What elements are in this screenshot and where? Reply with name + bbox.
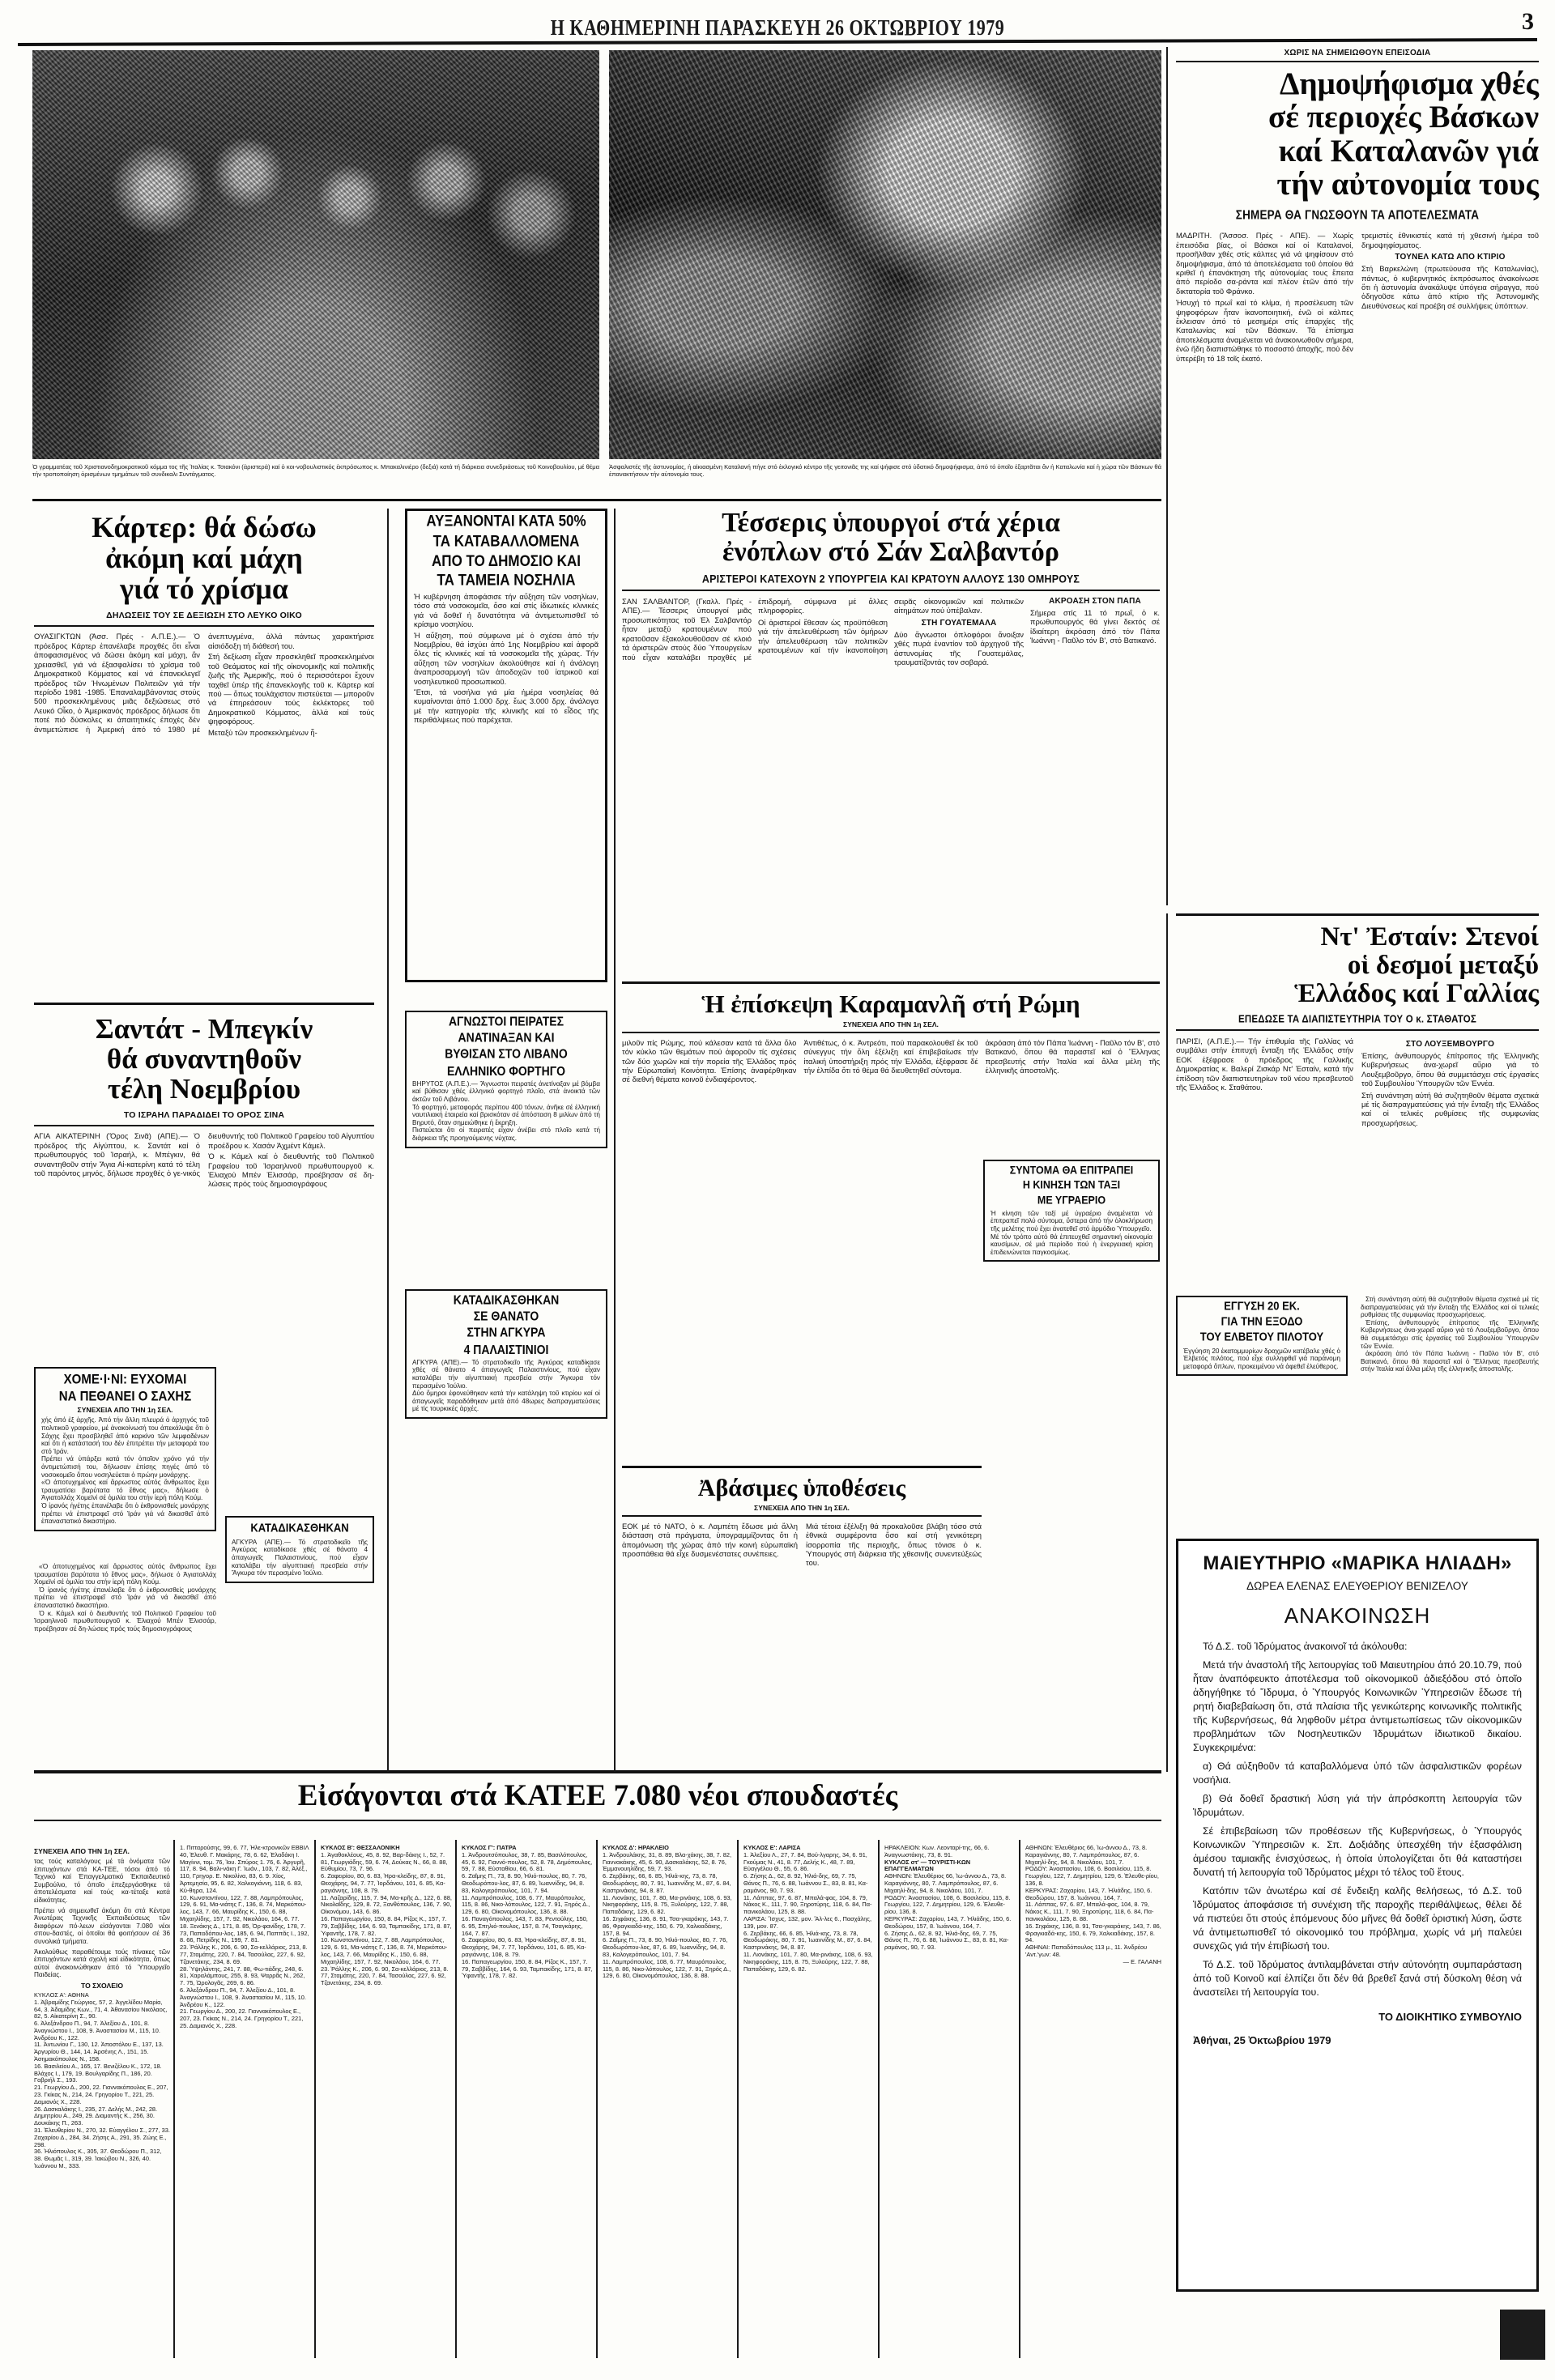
list-item: 10. Κωνσταντίνου, 122, 7. 88, Λαμπρόπουλος, 129, 6. 91, Μα-νιάτης Γ., 136, 8. 74, Μαρκόπου-λος, 143, 7. 66, Μαυρίδης Κ., 150, 6. 88, Μιχαηλίδης, 157, 7. 92, Νικολάου, 164, 6. 77.: [321, 1936, 448, 1965]
ankara-l1: ΚΑΤΑΔΙΚΑΣΘΗΚΑΝ: [453, 1292, 560, 1307]
khomeini-body-4: Ὁ ἰρανός ἡγέτης ἐπανέλαβε ὅτι ὁ ἐκθρονισθείς μονάρχης πρέπει νά ἐπιστραφεῖ στό Ἰράν γιά νά δικασθεῖ ἀπό ἐπαναστατικό δικαστήριο.: [41, 1501, 209, 1526]
list-item: 6. Ζαΐμης Π., 73, 8. 90, Ἠλιό-πουλος, 80, 7. 76, Θεοδωρόπου-λος, 87, 6. 89, Ἰωαννίδης, 94, 8. 83, Καλογερόπουλος, 101, 7. 94.: [462, 1872, 587, 1894]
sadat-l1: Σαντάτ - Μπεγκίν: [95, 1013, 313, 1045]
salvador-col2: Οἱ ἀριστεροί ἔθεσαν ὡς προϋπόθεση γιά τήν ἀπελευθέρωση τῶν ὁμήρων τήν ἀπελευθέρωση τῶν πολιτικῶν κρατουμένων καί τήν ἱκανοποίηση σειρᾶς οἰκονομικῶν καί πολιτικῶν αἰτημάτων πού ὑπέβαλαν.: [758, 597, 1024, 655]
ankara-l2: ΣΕ ΘΑΝΑΤΟ: [473, 1309, 539, 1324]
list-item: 23. Ῥάλλης Κ., 206, 6. 90, Σα-κελλάριος, 213, 8. 77, Σταμάτης, 220, 7. 84, Τασούλας, 227, 6. 92, Τζανετάκης, 234, 8. 69.: [321, 1965, 449, 1987]
lead-col2-subhead: ΤΟΥΝΕΛ ΚΑΤΩ ΑΠΟ ΚΤΙΡΙΟ: [1395, 253, 1506, 262]
den-tha-l1: ΚΑΤΑΔΙΚΑΣΘΗΚΑΝ: [250, 1520, 349, 1535]
divider-above-avasimes: [622, 1466, 982, 1468]
vrule-katee-2: [314, 1840, 316, 2358]
list-item: 11. Λαμπρόπουλος, 108, 6. 77, Μαυρόπουλος, 115, 8. 86, Νικο-λόπουλος, 122, 7. 91, Ξηρός Δ., 129, 6. 80, Οἰκονομόπουλος, 136, 8. 88.: [603, 1957, 731, 1980]
lead-story-referendum: [1176, 49, 1539, 363]
list-item: 1. Ἀγαθοκλέους, 45, 8. 92, Βαρ-δάκης Ι., 52, 7. 81, Γεωργιάδης, 59, 6. 74, Δούκας Ν., 66, 8. 88, Εὐθυμίου, 73, 7. 96.: [321, 1850, 448, 1873]
list-item: 31. Ἐλευθερίου Ν., 270, 32. Εὐαγγέλου Σ., 277, 33. Ζαχαρίου Δ., 284, 34. Ζήσης Α., 291, 35. Ζώης Ε., 298.: [34, 2127, 170, 2148]
salvador-rule: [622, 590, 1160, 591]
story-khomeini: [34, 1367, 216, 1531]
lead-headline-l2: σέ περιοχές Βάσκων: [1268, 100, 1539, 135]
destaing-kicker: ΕΠΕΔΩΣΕ ΤΑ ΔΙΑΠΙΣΤΕΥΤΗΡΙΑ ΤΟΥ Ο κ. ΣΤΑΘΑΤΟΣ: [1238, 1014, 1476, 1025]
story-ankara-death-sentence: [405, 1289, 607, 1419]
filler-p3: Ὁ κ. Κάμελ καί ὁ διευθυντής τοῦ Πολιτικοῦ Γραφείου τοῦ Ἰσραηλινοῦ πρωθυπουργοῦ κ. Ἐλιαχού Μπέν Ἐλισσάρ, προέβησαν σέ δη-λώσεις πρός τούς δημοσιογράφους: [34, 1609, 216, 1633]
list-item: 6. Ζερβάκης, 66, 6. 85, Ἠλιά-κης, 73, 8. 78, Θεοδωράκης, 80, 7. 91, Ἰωαννίδης Μ., 87, 6. 84, Καστρινάκης, 94, 8. 87.: [743, 1929, 872, 1952]
sadat-headline: [34, 1014, 374, 1104]
vrule-katee-7: [1019, 1840, 1020, 2358]
story-pilot-bail: [1176, 1296, 1348, 1376]
sadat-body-2: Ὁ κ. Κάμελ καί ὁ διευθυντής τοῦ Πολιτικοῦ Γραφείου τοῦ Ἰσραηλινοῦ πρωθυπουργοῦ κ. Ἐλιαχού Μπέν Ἐλισσάρ, προέβησαν σέ δη-λώσεις πρός τούς δημοσιογράφους: [208, 1152, 374, 1189]
carter-body-3: Μεταξύ τῶν προσκεκλημένων ἦ-: [208, 727, 317, 737]
vrule-katee-4: [596, 1840, 598, 2358]
katee-column-4: [462, 1845, 593, 2355]
salvador-col1: ΣΑΝ ΣΑΛΒΑΝΤΟΡ, (Γκαλλ. Πρές - ΑΠΕ).— Τέσσερις ὑπουργοί μιᾶς προσωπικότητας τοῦ Ἐλ Σαλβαντόρ ἦταν μεταξύ κρατουμένων πού κρατοῦσαν ἐξακολουθοῦσαν σέ κλοιό τά ἀριστερῶν στούς δύο Ὑπουργείων πού εἶχαν καταλάβει προχθές μέ ἐπιδρομή, σύμφωνα μέ ἄλλες πληροφορίες.: [622, 597, 888, 662]
caption-left: Ὁ γραμματέας τοῦ Χριστιανοδημοκρατικοῦ κόμμα τος τῆς Ἰταλίας κ. Τσιακόνι (ἀριστερά) καί ὁ κοι-νοβουλιστικός ἐκπρόσωπος κ. Μπακαλινιέρο (δεξιά) κατά τή διάρκεια συνεδριάσεως τοῦ Κοινοβουλίου, μέ θέμα τήν τροποποίηση ὁρισμένων τμημάτων τοῦ συνδικαλι Συντάγματος.: [32, 463, 599, 478]
vrule-katee-1: [173, 1840, 175, 2358]
story-carter: [34, 512, 374, 737]
list-item: 11. Λάππας, 97, 6. 87, Μπαλά-φας, 104, 8. 79, Νάκος Κ., 111, 7. 90, Ξηροτύρης, 118, 6. 84, Πα-πανικολάου, 125, 8. 88.: [743, 1893, 872, 1916]
lead-col2-p1: τρεμιστές ἐθνικιστές κατά τή χθεσινή ἡμέρα τοῦ δημοψηφίσματος.: [1361, 231, 1539, 249]
masthead-title: Η ΚΑΘΗΜΕΡΙΝΗ ΠΑΡΑΣΚΕΥΗ 26 ΟΚΤΩΒΡΙΟΥ 1979: [550, 14, 1005, 40]
salvador-l2: ἐνόπλων στό Σάν Σαλβαντόρ: [722, 537, 1059, 568]
lead-col1-p2: Ἡσυχή τό πρωΐ καί τό κλίμα, ἡ προσέλευση τῶν ψηφοφόρων ἦταν ἱκανοποιητική, ἐνῶ οἱ κάλπες ἔκλεισαν ἀπό τό μεσημέρι στίς ἐπαρχίες τῆς Καταλωνίας καί τῶν Βάσκων. Τά ἐπίσημα ἀποτελέσματα ἀναμένεται νά ἀνακοινωθοῦν σήμερα, ἐνῶ ἤδη διαπιστώθηκε τό ποσοστό ἀποχῆς, πού δέν ὑπερέβη τό 18 τοῖς ἑκατό.: [1176, 298, 1353, 363]
salvador-col3: Δύο ἄγνωστοι ὁπλοφόροι ἄνοιξαν χθές πυρά ἐναντίον τοῦ ἀρχηγοῦ τῆς ἀστυνομίας τῆς Γουατεμάλας, τραυματίζοντάς τον σοβαρά.: [894, 629, 1024, 667]
katee-rule: [34, 1820, 1161, 1821]
katee-intro-column: [34, 1845, 170, 2355]
katee-headline: Εἰσάγονται στά ΚΑΤΕΕ 7.080 νέοι σπουδαστές: [297, 1779, 898, 1812]
list-item: ΑΘΗΝΑΙ: Παπαδόπουλος 113 μ., 11. Ἀνδρέου 'Αντ.'γων: 48.: [1025, 1944, 1148, 1958]
list-item: ΚΕΡΚΥΡΑΣ: Ζαχαρίου, 143, 7. Ἡλιάδης, 150, 6. Θεοδώρου, 157, 8. Ἰωάννου, 164, 7.: [884, 1914, 1012, 1930]
carter-headline-l2: ἀκόμη καί μάχη: [105, 542, 303, 575]
list-item: 11. Ἀντωνίου Γ., 130, 12. Ἀποστόλου Ε., 137, 13. Ἀργυρίου Θ., 144, 14. Ἀρσένης Λ., 151, 15. Ἀσημακόπουλος Ν., 158.: [34, 2041, 164, 2063]
list-item: 6. Ζαφειρίου, 80, 6. 83, Ἡρα-κλείδης, 87, 8. 91, Θεοχάρης, 94, 7. 77, Ἰορδάνου, 101, 6. 85, Κα-ραγιάννης, 108, 8. 79.: [321, 1872, 445, 1894]
pirates-body-3: Πιστεύεται ὅτι οἱ πειρατές εἶχαν ἀνέβει στό πλοῖο κατά τή διάρκεια τῆς προηγούμενης νύχτας.: [412, 1126, 600, 1142]
divider-above-katee: [34, 1770, 1161, 1773]
destaing-headline: [1176, 923, 1539, 1008]
lead-headline: [1176, 67, 1539, 201]
pirates-l2: ΑΝΑΤΙΝΑΞΑΝ ΚΑΙ: [458, 1030, 555, 1045]
nosilia-l4: ΤΑ ΤΑΜΕΙΑ ΝΟΣΗΛΙΑ: [437, 571, 576, 590]
pilot-l3: ΤΟΥ ΕΛΒΕΤΟΥ ΠΙΛΟΤΟΥ: [1199, 1329, 1324, 1343]
ad-date: Ἀθήναι, 25 Ὀκτωβρίου 1979: [1193, 2034, 1331, 2046]
taxi-body-1: Ἡ κίνηση τῶν ταξί μέ ὑγραέριο ἀναμένεται νά ἐπιτραπεῖ πολύ σύντομα, ὕστερα ἀπό τήν ὁλοκλήρωση τῆς μελέτης πού ἔχει ἀνατεθεῖ στό ἁρμόδιο Ὑπουργεῖο.: [991, 1209, 1152, 1233]
taxi-headline: [991, 1163, 1152, 1207]
pirates-l1: ΑΓΝΩΣΤΟΙ ΠΕΙΡΑΤΕΣ: [448, 1013, 564, 1028]
salvador-col3-head: ΣΤΗ ΓΟΥΑΤΕΜΑΛΑ: [921, 618, 997, 628]
ankara-l4: 4 ΠΑΛΑΙΣΤΙΝΙΟΙ: [463, 1341, 549, 1356]
photo-grain: [609, 50, 1161, 459]
taxi-l3: ΜΕ ΥΓΡΑΕΡΙΟ: [1037, 1193, 1106, 1207]
divider-above-sadat: [34, 1003, 374, 1005]
list-item: 1. Ἀνδρουλάκης, 31, 8. 89, Βλα-χάκης, 38, 7. 82, Γιαννακάκης, 45, 6. 90, Δασκαλάκης, 52, 8. 76, Ἐμμανουηλίδης, 59, 7. 93.: [603, 1850, 732, 1873]
khomeini-l1: ΧΟΜΕ·Ι·ΝΙ: ΕΥΧΟΜΑΙ: [63, 1371, 187, 1387]
ad-p7: Τό Δ.Σ. τοῦ Ἱδρύματος ἀντιλαμβάνεται στήν αὐτονόητη συμπαράσταση ἀπό τοῦ Κοινοῦ καί ἐλπίζει ὅτι δέν θά βρεθεῖ ξανά στή δύσκολη θέση νά ἀναστείλει τή λειτουργία του.: [1193, 1959, 1522, 1998]
list-item: 36. Ἡλιόπουλος Κ., 305, 37. Θεοδώρου Π., 312, 38. Θωμᾶς Ι., 319, 39. Ἰακώβου Ν., 326, 40. Ἰωάννου Μ., 333.: [34, 2148, 162, 2170]
katee-intro-1: τας τούς καταλόγους μέ τά ὀνόματα τῶν ἐπιτυχόντων στά ΚΑ-ΤΕΕ, τόσοι ἀπό τό Τεχνικό καί Ἐπαγγελματικό Ἐκπαιδευτικό Συμβούλιο, τό ὁποῖο ἐπεξεργάσθηκε τά ἀποτελέσματα καί τούς κα-τέταξε κατά εἰδικότητες.: [34, 1858, 170, 1904]
photo-catalan-voter: [609, 50, 1161, 459]
avasimes-headline: Ἀβάσιμες ὑποθέσεις: [697, 1475, 906, 1501]
list-item: 16. Παναγόπουλος, 143, 7. 83, Ρεντούλης, 150, 6. 95, Σπηλιό-πουλος, 157, 8. 74, Τσαγκάρης, 164, 7. 87.: [462, 1914, 588, 1937]
right-filler-p1: Στή συνάντηση αὐτή θά συζητηθοῦν θέματα σχετικά μέ τίς διαπραγματεύσεις γιά τήν ἔνταξη τῆς Ἑλλάδος καί οἱ τελικές ρυθμίσεις τῆς συμφωνίας προσχωρήσεως.: [1361, 1296, 1539, 1319]
pirates-body-1: ΒΗΡΥΤΟΣ (Α.Π.Ε.).— Ἄγνωστοι πειρατές ἀνετίναξαν μέ βόμβα καί βύθισαν χθές ἑλληνικό φορτηγό πλοῖο, στά ἀνοικτά τῶν ἀκτῶν τοῦ Λιβάνου.: [412, 1079, 600, 1103]
ad-p2: Μετά τήν ἀναστολή τῆς λειτουργίας τοῦ Μαιευτηρίου ἀπό 20.10.79, πού ἦταν ἀναπόφευκτο ἀποτέλεσμα τοῦ οἰκονομικοῦ ἀδιεξόδου στό ὁποῖο ἀδηγήθηκε τό Ἵδρυμα, ὁ Ὑπουργός Κοινωνικῶν Ὑπηρεσιῶν ἔδωσε τή ρητή διαβεβαίωση ὅτι, στά πλαίσια τῆς γενικώτερης κοινωνικῆς πολιτικῆς τῆς Κυβερνήσεως, θά ληφθοῦν μέτρα ἀντιμετωπίσεως τῶν οἰκονομικῶν προβλημάτων τῶν Νοσηλευτικῶν Ἱδρυμάτων ἰδιωτικοῦ δικαίου. Συγκεκριμένα:: [1193, 1659, 1522, 1753]
vrule-right-lead: [1166, 47, 1168, 905]
ad-p4: β) Θά δοθεῖ δραστική λύση γιά τήν ἀπρόσκοπτη λειτουργία τῶν Ἱδρυμάτων.: [1193, 1793, 1522, 1818]
vrule-katee-3: [455, 1840, 457, 2358]
ad-p5: Σέ ἐπιβεβαίωση τῶν προθέσεων τῆς Κυβερνήσεως, ὁ Ὑπουργός Κοινωνικῶν Ὑπηρεσιῶν κ. Σπ. Δοξιάδης ὑπεσχέθη τήν ἐξασφάλιση ἀμέσου ταμιακῆς ἐνισχύσεως, ἡ ὁποία ὑπολογίζεται ὅτι θά καταστήσει δυνατή τή λειτουργία τοῦ Ἱδρύματος μέχρι τό τέλος τοῦ ἔτους.: [1193, 1825, 1522, 1878]
vrule-col-1: [387, 509, 389, 1772]
nosilia-headline: [414, 512, 599, 590]
list-item: 16. Παπαγεωργίου, 150, 8. 84, Ρίζος Κ., 157, 7. 79, Σαββίδης, 164, 6. 93, Ταμπακίδης, 171, 8. 87, Ὑφαντῆς, 178, 7. 82.: [462, 1957, 593, 1980]
story-karamanlis-rome: [622, 991, 1160, 1084]
divider-above-karamanlis: [622, 981, 1160, 984]
avasimes-continued: ΣΥΝΕΧΕΙΑ ΑΠΟ ΤΗΝ 1η ΣΕΛ.: [754, 1503, 850, 1512]
lead-col2-p2: Στή Βαρκελώνη (πρωτεύουσα τῆς Καταλωνίας), πάντως, ὁ κυβερνητικός ἐκπρόσωπος ἀνακοίνωσε ὅτι ἡ ἀστυνομία ἀνακάλυψε ὑπόγεια σήραγγα, πού ὁδηγοῦσε κάτω ἀπό κτίριο τῆς Ἀστυνομικῆς Διευθύνσεως καί προέβη σέ συλλήψεις ὑπόπτων.: [1361, 264, 1539, 310]
lead-rule: [1176, 61, 1539, 62]
ad-subtitle: ΔΩΡΕΑ ΕΛΕΝΑΣ ΕΛΕΥΘΕΡΙΟΥ ΒΕΝΙΖΕΛΟΥ: [1246, 1580, 1468, 1592]
vrule-col-2: [614, 509, 616, 1772]
lead-kicker: ΧΩΡΙΣ ΝΑ ΣΗΜΕΙΩΘΟΥΝ ΕΠΕΙΣΟΔΙΑ: [1284, 49, 1431, 57]
list-item: 16. Σηφάκης, 136, 8. 91, Τσα-γκαράκης, 143, 7. 86, Φραγκιαδά-κης, 150, 6. 79, Χαλκιαδάκης, 157, 8. 94.: [1025, 1922, 1161, 1944]
list-item: ΛΑΡΙΣΑ: Ἴσχυς, 132, μον. Ἄλ-λες 6., Πασχάλης, 139, μον. 87.: [743, 1914, 872, 1930]
taxi-l2: Η ΚΙΝΗΣΗ ΤΩΝ ΤΑΞΙ: [1022, 1178, 1121, 1192]
story-destaing: [1176, 923, 1539, 1127]
katee-column-5: [603, 1845, 734, 2355]
story-nosilia: [405, 509, 607, 982]
sadat-body-1: ΑΓΙΑ ΑΙΚΑΤΕΡΙΝΗ (Ὄρος Σινᾶ) (ΑΠΕ).— Ὁ πρόεδρος τῆς Αἰγύπτου, κ. Σαντάτ καί ὁ πρωθυπουργός τοῦ Ἰσραήλ, κ. Μπέγκιν, θά συναντηθοῦν στήν Ἅγια Αἰ-κατερίνη κατά τό τέλη τοῦ παρόντος μηνός, δήλωσε προχθές ὁ γε-νικός διευθυντής τοῦ Πολιτικοῦ Γραφείου τοῦ Αἰγυπτίου προέδρου κ. Χασάν Ἀχμέντ Κάμελ.: [34, 1131, 374, 1177]
list-item: 11. Λιονάκης, 101, 7. 80, Μα-ρινάκης, 108, 6. 93, Νικηφοράκης, 115, 8. 75, Ξυλούρης, 122, 7. 88, Παπαδάκης, 129, 6. 82.: [603, 1893, 732, 1916]
photo-italian-parliament: [32, 50, 599, 459]
katee-names-list: [34, 1992, 170, 2170]
lead-subhead: ΣΗΜΕΡΑ ΘΑ ΓΝΩΣΘΟΥΝ ΤΑ ΑΠΟΤΕΛΕΣΜΑΤΑ: [1235, 208, 1480, 223]
khomeini-body-1: χής ἀπό ἐξ ἀρχῆς. Ἀπό τήν ἄλλη πλευρά ὁ ἀρχηγός τοῦ πολιτικοῦ γραφείου, μέ ἀνακοίνωσή του ἀπεκάλυψε ὅτι ὁ Σάχης ἔχει προσβληθεῖ ἀπό καρκίνο τῶν λεμφαδένων καί ὅτι ἡ κατάστασή του δέν ἐπιτρέπει τήν μεταφορά του στό Ἰράν.: [41, 1416, 209, 1455]
avasimes-col2: Μιά τέτοια ἐξέλιξη θά προκαλοῦσε βλάβη τόσο στά ἐθνικά συμφέροντα ὅσο καί στή γενικότερη ἰσορροπία τῆς περιοχῆς, ὅπως τόνισε ὁ κ. Ὑπουργός στή διάρκεια τῆς χθεσινῆς συνεντεύξεώς του.: [806, 1521, 982, 1568]
right-filler-p3: ἀκρόαση ἀπό τόν Πάπα Ἰωάννη - Παῦλο τόν Β', στό Βατικανό, ὅπου θά παραστεῖ καί ὁ Ἕλληνας πρεσβευτής στήν Ἰταλία καί ἄλλα μέλη τῆς ἑλληνικῆς ἀποστολῆς.: [1361, 1350, 1539, 1373]
ad-p3: α) Θά αὐξηθοῦν τά καταβαλλόμενα ὑπό τῶν ἀσφαλιστικῶν φορέων νοσήλια.: [1193, 1761, 1522, 1786]
salvador-col4-head: ΑΚΡΟΑΣΗ ΣΤΟΝ ΠΑΠΑ: [1049, 597, 1141, 607]
pirates-body-2: Τό φορτηγό, μεταφοράς περίπου 400 τόνων, ἀνῆκε σέ ἑλληνική ναυτιλιακή ἑταιρεία καί βρισκόταν σέ ἀπόσταση 8 μιλίων ἀπό τή Βηρυτό, ὅταν σημειώθηκε ἡ ἔκρηξη.: [412, 1103, 600, 1126]
carter-body-2: Στή δεξίωση εἶχαν προσκληθεῖ προσκεκλημένοι τοῦ Θεάματος καί τῆς οἰκονομικῆς καί πολιτικῆς ζωῆς τῆς Ἀμερικῆς, πού ὁ περισσότεροι ἔχουν ταχθεῖ ὑπέρ τῆς ἐπανεκλογῆς τοῦ κ. Κάρτερ καί πού — ὅπως τουλάχιστον πιστεύεται — μποροῦν νά ἐπηρεάσουν τούς ἐκλέκτορες τοῦ Δημοκρατικοῦ Κόμματος, ἀλλά καί τούς ψηφοφόρους.: [208, 652, 374, 726]
list-item: 6. Ἀλεξάνδρου Π., 94, 7. Ἀλεξίου Δ., 101, 8. Ἀναγνώστου Ι., 108, 9. Ἀναστασίου Μ., 115, 10. Ἀνδρέου Κ., 122.: [180, 1986, 306, 2008]
print-artifact: [1500, 2310, 1545, 2360]
nosilia-body-2: Ἡ αὔξηση, πού σύμφωνα μέ ὁ σχέσει ἀπό τήν Νοεμβρίου, θά ἰσχύει ἀπό 1ης Νοεμβρίου καί ἀφορᾶ ὅλες τίς κλινικές καί τά νοσοκομεῖα τῆς χώρας. Τήν αὔξηση τῶν νοσηλίων ἀκολούθησε καί ἡ ἀνάλογη ἀναπροσαρμογή τῶν ἀποδοχῶν τοῦ ἰατρικοῦ καί νοσηλευτικοῦ προσωπικοῦ.: [414, 630, 599, 686]
divider-above-destaing: [1176, 913, 1539, 916]
destaing-l1: Ντ' Ἐσταίν: Στενοί: [1320, 922, 1539, 952]
story-katee: [34, 1780, 1161, 1826]
list-item: ΚΥΚΛΟΣ Α': ΑΘΗΝΑ: [34, 1990, 89, 1999]
carter-headline-l3: γιά τό χρίσμα: [120, 573, 288, 606]
story-san-salvador: [622, 509, 1160, 667]
karamanlis-col2: Ἀντιθέτως, ὁ κ. Ἀντρεότι, πού παρακολουθεῖ ἐκ τοῦ σύνεγγυς τήν ὅλη ἐξέλιξη καί ἐπιβεβαίωσε τήν ἰταλική ὑποστήριξη πρός τήν Ἑλλάδα, ἐξέφρασε δέ τήν ἐλπίδα ὅτι τό θέμα θά διευθετηθεῖ σύντομα.: [803, 1037, 978, 1075]
avasimes-col1: ΕΟΚ μέ τό ΝΑΤΟ, ὁ κ. Λαμπέτη ἔδωσε μιά ἄλλη διάσταση στά πράγματα, ὑπογραμμίζοντας ὅτι ἡ ἀπομόνωση τῆς χώρας ἀπό τήν κοινή εὐρωπαϊκή προσπάθεια θά εἶχε δυσμενέστατες συνέπειες.: [622, 1521, 798, 1559]
destaing-l3: Ἑλλάδος καί Γαλλίας: [1294, 978, 1539, 1008]
khomeini-l2: ΝΑ ΠΕΘΑΝΕΙ Ο ΣΑΧΗΣ: [58, 1389, 192, 1405]
list-item: ΚΥΚΛΟΣ Γ': ΠΑΤΡΑ: [462, 1845, 517, 1851]
katee-column-3: [321, 1845, 452, 2355]
list-item: 21. Γεωργίου Δ., 200, 22. Γιαννακόπουλος Ε., 207, 23. Γκίκας Ν., 214, 24. Γρηγορίου Τ., 221, 25. Δαμιανός Χ., 228.: [34, 2084, 168, 2105]
ankara-l3: ΣΤΗΝ ΑΓΚΥΡΑ: [466, 1325, 546, 1340]
khomeini-body-2: Πρέπει νά ὑπάρξει κατά τόν ὁποῖον χρόνο γιά τήν ἀντιμετώπισή του, δήλωσαν ἐπίσης πηγές ἀπό τό νοσοκομεῖο ὅπου νοσηλεύεται ὁ πρώην μονάρχης.: [41, 1455, 209, 1479]
karamanlis-col3: ἀκρόαση ἀπό τόν Πάπα Ἰωάννη - Παῦλο τόν Β', στό Βατικανό, ὅπου θά παραστεῖ καί ὁ Ἕλληνας πρεσβευτής στήν Ἰταλία καί ἄλλα μέλη τῆς ἑλληνικῆς ἀποστολῆς.: [985, 1037, 1160, 1075]
story-taxi-lpg: [983, 1160, 1160, 1262]
pilot-body: Ἐγγύηση 20 ἑκατομμυρίων δραχμῶν κατέβαλε χθές ὁ Ἐλβετός πιλότος, πού εἶχε συλληφθεῖ γιά παράνομη μεταφορά ὅπλων, προκειμένου νά ἀφεθεῖ ἐλεύθερος.: [1183, 1347, 1341, 1370]
vrule-katee-5: [737, 1840, 739, 2358]
list-item: 6. Ζήσης Δ., 62, 8. 92, Ἠλιά-δης, 69, 7. 75, Θάνος Π., 76, 6. 88, Ἰωάννου Σ., 83, 8. 81, Κα-ραμάνος, 90, 7. 93.: [884, 1929, 1009, 1952]
right-column-filler: [1361, 1296, 1539, 1514]
right-filler-p2: Ἐπίσης, ἀνθυπουργός ἐπίτροπος τῆς Ἑλληνικῆς Κυβερνήσεως ἀνα-χωρεῖ αὔριο γιά τό Λουξεμβοῦργο, ὅπου θά συμμετάσχει στίς ἐργασίες τοῦ Συμβουλίου Ὑπουργῶν τῶν Ἐννέα.: [1361, 1318, 1539, 1350]
pilot-l2: ΓΙΑ ΤΗΝ ΕΞΟΔΟ: [1221, 1313, 1303, 1328]
katee-intro-2: Πρέπει νά σημειωθεῖ ἀκόμη ὅτι στά Κέντρα Ἀνωτέρας Τεχνικῆς Ἐκπαιδεύσεως τῶν διαφόρων πό-λεων εἰσάγονται 7.080 νέοι σπου-δαστές, οἱ ὁποῖοι θά φοιτήσουν σέ 36 συνολικά τμήματα.: [34, 1906, 170, 1945]
story-sadat-begin: [34, 1014, 374, 1189]
list-item: ΑΘΗΝΩΝ: Ἐλευθέριος 66, Ἰω-άννου Δ., 73, 8. Καραγιάννης, 80, 7. Λαμπρόπουλος, 87, 6. Μιχαηλί-δης, 94, 8. Νικολάου, 101, 7.: [1025, 1845, 1148, 1866]
list-item: 1. Πιτταρούσης, 99, 6. 77, Ἡλε-κτρονικῶν ΕΒΒΙΛ 40, Ἐλευθ. Γ. Μακάρης, 78, 6. 62, Ἐλαδάκη Ι. Μαγίννι, τομ. 76, Ἰου. Σπύρος 1. 76, 6. Ἀργυρῆ, 117, 8. 94, Βαλι-νάκη Γ. Ἰωάν., 103, 7. 82, Ἀλέξ., 110, Γρηγορ. Ε. Νικολίνα, 83, 6. 9. Χίος, Ἀρτεμησία, 95, 6. 82, Χαλκογιάννη, 118, 6. 83, Κύ-θηρα, 124.: [180, 1845, 309, 1894]
salvador-kicker: ΑΡΙΣΤΕΡΟΙ ΚΑΤΕΧΟΥΝ 2 ΥΠΟΥΡΓΕΙΑ ΚΑΙ ΚΡΑΤΟΥΝ ΑΛΛΟΥΣ 130 ΟΜΗΡΟΥΣ: [701, 573, 1080, 585]
ankara-body-1: ΑΓΚΥΡΑ (ΑΠΕ).— Τό στρατοδικεῖο τῆς Ἀγκύρας καταδίκασε χθές σέ θάνατο 4 ἀπαγωγεῖς Παλαιστινίους, πού εἶχαν καταλάβει τήν αἰγυπτιακή πρεσβεία στήν Ἄγκυρα τόν περασμένο Ἰούλιο.: [412, 1358, 600, 1390]
sadat-kicker: ΤΟ ΙΣΡΑΗΛ ΠΑΡΑΔΙΔΕΙ ΤΟ ΟΡΟΣ ΣΙΝΑ: [123, 1110, 285, 1121]
list-item: 11. Λαμπρόπουλος, 108, 6. 77, Μαυρόπουλος, 115, 8. 86, Νικο-λόπουλος, 122, 7. 91, Ξηρός Δ., 129, 6. 80, Οἰκονομόπουλος, 136, 8. 88.: [462, 1893, 590, 1916]
advert-marika-iliadi: [1176, 1539, 1539, 2292]
list-item: 23. Ῥάλλης Κ., 206, 6. 90, Σα-κελλάριος, 213, 8. 77, Σταμάτης, 220, 7. 84, Τασούλας, 227, 6. 92, Τζανετάκης, 234, 8. 69.: [180, 1944, 308, 1965]
list-item: 6. Ἀλεξάνδρου Π., 94, 7. Ἀλεξίου Δ., 101, 8. Ἀναγνώστου Ι., 108, 9. Ἀναστασίου Μ., 115, 10. Ἀνδρέου Κ., 122.: [34, 2020, 160, 2042]
list-item: 1. Ἀβραμίδης Γεώργιος, 57, 2. Ἀγγελίδου Μαρία, 64, 3. Ἀδαμίδης Κων., 71, 4. Ἀθανασίου Νικόλαος, 82, 5. Αἰκατερίνη Σ., 90.: [34, 1998, 168, 2020]
list-item: ΚΕΡΚΥΡΑΣ: Ζαχαρίου, 143, 7. Ἡλιάδης, 150, 6. Θεοδώρου, 157, 8. Ἰωάννου, 164, 7.: [1025, 1886, 1152, 1901]
katee-column-2: [180, 1845, 311, 2355]
story-pirates: [405, 1011, 607, 1148]
lead-col1-p1: ΜΑΔΡΙΤΗ. (Ἄσσοσ. Πρές - ΑΠΕ). — Χωρίς ἐπεισόδια βίας, οἱ Βάσκοι καί οἱ Καταλανοί, προσῆλθαν χθές στίς κάλπες γιά νά ψηφίσουν στό δημοψήφισμα, ἀπό τά ἀποτελέσματα τοῦ ὁποίου θά κριθεῖ ἡ ἐπανάκτηση τῆς αὐτονομίας τους ἔπειτα ἀπό περίοδο σα-ράντα καί πλέον ἐτῶν ἀπό τήν δικτατορία τοῦ Φράνκο.: [1176, 231, 1353, 296]
ankara-body-2: Δύο ὅμηροι ἐφονεύθηκαν κατά τήν κατάληψη τοῦ κτιρίου καί οἱ ἀπαγωγεῖς παραδόθηκαν μετά ἀπό 48ωρες διαπραγματεύσεις μέ τίς τουρκικές ἀρχές.: [412, 1390, 600, 1413]
destaing-col2: Ἐπίσης, ἀνθυπουργός ἐπίτροπος τῆς Ἑλληνικῆς Κυβερνήσεως ἀνα-χωρεῖ αὔριο γιά τό Λουξεμβοῦργο, ὅπου θά συμμετάσχει στίς ἐργασίες τοῦ Συμβουλίου Ὑπουργῶν τῶν Ἐννέα.: [1361, 1050, 1539, 1088]
lead-headline-l1: Δημοψήφισμα χθές: [1280, 66, 1539, 101]
pirates-l3: ΒΥΘΙΣΑΝ ΣΤΟ ΛΙΒΑΝΟ: [445, 1046, 568, 1062]
karamanlis-continued: ΣΥΝΕΧΕΙΑ ΑΠΟ ΤΗΝ 1η ΣΕΛ.: [843, 1020, 939, 1028]
pirates-headline: [412, 1013, 600, 1079]
pirates-l4: ΕΛΛΗΝΙΚΟ ΦΟΡΤΗΓΟ: [446, 1062, 566, 1078]
destaing-col2b: Στή συνάντηση αὐτή θά συζητηθοῦν θέματα σχετικά μέ τίς διαπραγματεύσεις γιά τήν ἔνταξη τῆς Ἑλλάδος καί οἱ τελικές ρυθμίσεις τῆς συμφωνίας προσχωρήσεως.: [1361, 1090, 1539, 1127]
nosilia-l2: ΤΑ ΚΑΤΑΒΑΛΛΟΜΕΝΑ: [432, 532, 580, 550]
list-item: 6. Ζήσης Δ., 62, 8. 92, Ἠλιά-δης, 69, 7. 75, Θάνος Π., 76, 6. 88, Ἰωάννου Σ., 83, 8. 81, Κα-ραμάνος, 90, 7. 93.: [743, 1872, 868, 1894]
list-item: 11. Λιονάκης, 101, 7. 80, Μα-ρινάκης, 108, 6. 93, Νικηφοράκης, 115, 8. 75, Ξυλούρης, 122, 7. 88, Παπαδάκης, 129, 6. 82.: [743, 1950, 873, 1973]
list-item: 28. Ὑψηλάντης, 241, 7. 88, Φω-τιάδης, 248, 6. 81, Χαραλάμπους, 255, 8. 93, Ψαρρᾶς Ν., 262, 7. 75, Ὠρολογᾶς, 269, 6. 86.: [180, 1965, 305, 1987]
list-item: 18. Ξενάκης Δ., 171, 8. 85, Ὀρ-φανίδης, 178, 7. 73, Παπαδόπου-λος, 185, 6. 94, Παππᾶς Ι., 192, 8. 66, Πετρίδης Ν., 199, 7. 81.: [180, 1922, 309, 1944]
list-item: 11. Λαζαρίδης, 115, 7. 94, Μα-κρῆς Δ., 122, 6. 88, Νικολαΐδης, 129, 8. 72, Ξανθόπουλος, 136, 7. 90, Οἰκονόμου, 143, 6. 86.: [321, 1893, 452, 1916]
carter-kicker: ΔΗΛΩΣΕΙΣ ΤΟΥ ΣΕ ΔΕΞΙΩΣΗ ΣΤΟ ΛΕΥΚΟ ΟΙΚΟ: [106, 611, 302, 621]
list-item: ΚΥΚΛΟΣ Δ': ΗΡΑΚΛΕΙΟ: [603, 1845, 669, 1851]
salvador-l1: Τέσσερις ὑπουργοί στά χέρια: [722, 508, 1060, 538]
karamanlis-headline: Ἡ ἐπίσκεψη Καραμανλῆ στή Ρώμη: [701, 990, 1080, 1018]
list-item: ΗΡΑΚΛΕΙΟΝ: Κων. Λεονταρί-της, 66, 6. Ἀναγνωστάκης, 73, 8. 91.: [884, 1845, 990, 1858]
vrule-katee-6: [878, 1840, 880, 2358]
ad-title: ΜΑΙΕΥΤΗΡΙΟ «ΜΑΡΙΚΑ ΗΛΙΑΔΗ»: [1203, 1552, 1512, 1574]
khomeini-headline: [41, 1371, 209, 1406]
list-item: ΡΟΔΟΥ: Ἀναστασίου, 108, 6. Βασιλείου, 115, 8. Γεωργίου, 122, 7. Δημητρίου, 129, 6. Ἐλευθε-ρίου, 136, 8.: [884, 1893, 1011, 1916]
carter-body-1: ΟΥΑΣΙΓΚΤΩΝ (Ἀσσ. Πρές - Α.Π.Ε.).— Ὁ πρόεδρος Κάρτερ ἐπανέλαβε προχθές ὅτι εἶναι ἀποφασισμένος νά δώσει ἀκόμη καί μάχη, ἄν χρειασθεῖ, γιά νά ἐξασφαλίσει τό χρίσμα τοῦ Δημοκρατικοῦ Κόμματος καί νά ἐπανεκλεγεῖ πρόεδρος τῶν Ἡνωμένων Πολιτειῶν γιά τήν περίοδο 1981 -1985. Ἐπαναλαμβάνοντας στούς 500 προσκεκλημένους μιᾶς δεξιώσεως στό Λευκό Οἶκο, ὁ Ἀμερικανός πρόεδρος δήλωσε ὅτι ποτέ πιό δύσκολες κι ἀπαιτητικές ἐποχές δέν ἀντιμετώπισε ἡ Ἀμερική ἀπό τό 1980 μέ ἀνεπτυγμένα, ἀλλά πάντως χαρακτήρισε αἰσιόδοξη τή διάθεσή του.: [34, 632, 374, 734]
karamanlis-col1: μιλοῦν πίς Ρώμης, πού κάλεσαν κατά τά ἄλλα ὅλο τόν κύκλο τῶν θεμάτων πού ἀφοροῦν τίς σχέσεις τῶν δύο χωρῶν καί τήν πορεία τῆς Ἑλλάδος πρός τήν Εὐρωπαϊκή Κοινότητα. Ἐπίσης ἀναφέρθηκαν σέ διεθνή θέματα κοινοῦ ἐνδιαφέροντος.: [622, 1037, 797, 1084]
list-item: 10. Κωνσταντίνου, 122, 7. 88, Λαμπρόπουλος, 129, 6. 91, Μα-νιάτης Γ., 136, 8. 74, Μαρκόπου-λος, 143, 7. 66, Μαυρίδης Κ., 150, 6. 88, Μιχαηλίδης, 157, 7. 92, Νικολάου, 164, 6. 77.: [180, 1893, 307, 1922]
list-item: 6. Ζαΐμης Π., 73, 8. 90, Ἠλιό-πουλος, 80, 7. 76, Θεοδωρόπου-λος, 87, 6. 89, Ἰωαννίδης, 94, 8. 83, Καλογερόπουλος, 101, 7. 94.: [603, 1936, 728, 1958]
ad-signature: ΤΟ ΔΙΟΙΚΗΤΙΚΟ ΣΥΜΒΟΥΛΙΟ: [1378, 2011, 1522, 2023]
katee-continued: ΣΥΝΕΧΕΙΑ ΑΠΟ ΤΗΝ 1η ΣΕΛ.: [34, 1847, 130, 1855]
nosilia-body-1: Ἡ κυβέρνηση ἀποφάσισε τήν αὔξηση τῶν νοσηλίων, τόσο στά νοσοκομεῖα, ὅσο καί στίς ἰδιωτικές κλινικές γιά νά δοθεῖ ἡ δυνατότητα νά ἀντιμετωπισθεῖ τό κρίσιμο νοσηλίου.: [414, 592, 599, 629]
list-item: 21. Γεωργίου Δ., 200, 22. Γιαννακόπουλος Ε., 207, 23. Γκίκας Ν., 214, 24. Γρηγορίου Τ., 221, 25. Δαμιανός Χ., 228.: [180, 2007, 304, 2029]
list-item: ΚΥΚΛΟΣ Β': ΘΕΣΣΑΛΟΝΙΚΗ: [321, 1845, 400, 1851]
nosilia-l1: ΑΥΞΑΝΟΝΤΑΙ ΚΑΤΑ 50%: [426, 512, 586, 530]
list-item: 11. Λάππας, 97, 6. 87, Μπαλά-φας, 104, 8. 79, Νάκος Κ., 111, 7. 90, Ξηροτύρης, 118, 6. 84, Πα-πανικολάου, 125, 8. 88.: [1025, 1901, 1154, 1922]
den-tha-body: ΑΓΚΥΡΑ (ΑΠΕ).— Τό στρατοδικεῖο τῆς Ἀγκύρας καταδίκασε χθές σέ θάνατο 4 ἀπαγωγεῖς Παλαιστινίους, πού εἶχαν καταλάβει τήν αἰγυπτιακή πρεσβεία στήν Ἄγκυρα τόν περασμένο Ἰούλιο.: [232, 1538, 368, 1577]
destaing-l2: οἱ δεσμοί μεταξύ: [1347, 950, 1539, 980]
katee-section-1: ΤΟ ΣΧΟΛΕΙΟ: [80, 1981, 124, 1990]
pilot-l1: ΕΓΓΥΣΗ 20 ΕΚ.: [1224, 1298, 1300, 1313]
destaing-col1: ΠΑΡΙΣΙ, (Α.Π.Ε.).— Τήν ἐπιθυμία τῆς Γαλλίας νά συμβάλει στήν ἐπιτυχή ἔνταξη τῆς Ἑλλάδος στήν ΕΟΚ ἐξέφρασε ὁ πρόεδρος τῆς Γαλλικῆς Δημοκρατίας κ. Βαλερί Ζισκάρ Ντ' Ἐσταίν, κατά τήν ἐπίδοση τῶν διαπιστευτηρίων τοῦ νέου πρεσβευτοῦ τῆς Ἑλλάδος κ. Σταθάτου.: [1176, 1036, 1353, 1092]
list-item: 6. Ζερβάκης, 66, 6. 85, Ἠλιά-κης, 73, 8. 78, Θεοδωράκης, 80, 7. 91, Ἰωαννίδης Μ., 87, 6. 84, Καστρινάκης, 94, 8. 87.: [603, 1872, 731, 1894]
page-number: 3: [1522, 8, 1534, 35]
carter-rule: [34, 625, 374, 627]
salvador-col4: Σήμερα στίς 11 τό πρωΐ, ὁ κ. πρωθυπουργός θά γίνει δεκτός σέ ἰδιαίτερη ἀκρόαση ἀπό τόν Πάπα Ἰωάννη - Παῦλο τόν Β', στό Βατικανό.: [1030, 608, 1160, 645]
ankara-headline: [412, 1292, 600, 1357]
ad-p1: Τό Δ.Σ. τοῦ Ἱδρύματος ἀνακοινοῖ τά ἀκόλουθα:: [1203, 1641, 1408, 1652]
photo-grain: [32, 50, 599, 459]
destaing-col2-head: ΣΤΟ ΛΟΥΞΕΜΒΟΥΡΓΟ: [1405, 1039, 1495, 1049]
left-column-filler: [34, 1563, 216, 1725]
filler-p1: «Ὁ ἀποτυχημένος καί ἄρρωστος αὐτός ἄνθρωπος ἔχει τραυματίσει βαρύτατα τό ἔθνος μας», δήλωσε ὁ Ἀγιατολλάχ Χομεϊνί σέ ὁμιλία του στήν ἱερή πόλη Κούμ.: [34, 1563, 216, 1586]
lead-headline-l4: τήν αὐτονομία τους: [1276, 166, 1539, 202]
den-tha-headline: [232, 1521, 368, 1536]
list-item: — Ε. ΓΑΛΑΝΗ: [1123, 1957, 1161, 1965]
katee-column-7: [884, 1845, 1016, 2355]
taxi-l1: ΣΥΝΤΟΜΑ ΘΑ ΕΠΙΤΡΑΠΕΙ: [1009, 1164, 1134, 1177]
pilot-headline: [1183, 1299, 1340, 1345]
list-item: 1. Ἀλεξίου Λ., 27, 7. 84, Βού-λγαρης, 34, 6. 91, Γκούμας Ν., 41, 8. 77, Δελής Κ., 48, 7. 89, Εὐαγγέλου Θ., 55, 6. 86.: [743, 1850, 867, 1873]
list-item: 6. Ζαφειρίου, 80, 6. 83, Ἡρα-κλείδης, 87, 8. 91, Θεοχάρης, 94, 7. 77, Ἰορδάνου, 101, 6. 85, Κα-ραγιάννης, 108, 8. 79.: [462, 1936, 586, 1958]
khomeini-continued: ΣΥΝΕΧΕΙΑ ΑΠΟ ΤΗΝ 1η ΣΕΛ.: [77, 1406, 173, 1415]
list-item: 16. Παπαγεωργίου, 150, 8. 84, Ρίζος Κ., 157, 7. 79, Σαββίδης, 164, 6. 93, Ταμπακίδης, 171, 8. 87, Ὑφαντῆς, 178, 7. 82.: [321, 1914, 452, 1937]
list-item: ΑΘΗΝΩΝ: Ἐλευθέριος 66, Ἰω-άννου Δ., 73, 8. Καραγιάννης, 80, 7. Λαμπρόπουλος, 87, 6. Μιχαηλί-δης, 94, 8. Νικολάου, 101, 7.: [884, 1872, 1007, 1894]
nosilia-l3: ΑΠΟ ΤΟ ΔΗΜΟΣΙΟ ΚΑΙ: [432, 551, 581, 569]
lead-headline-l3: καί Καταλανῶν γιά: [1278, 133, 1539, 168]
karamanlis-rule: [622, 1032, 1160, 1033]
katee-column-6: [743, 1845, 875, 2355]
salvador-headline: [622, 509, 1160, 567]
caption-right: Ἀσφαλιστές τῆς ἀστυνομίας, ἡ αἱκιασμένη Καταλανή πήγε στό ἐκλογικό κέντρο τῆς γειτονιᾶς της καί ψήφισε στό ὑδατικό δημοψήφισμα, ἀπό τό ὁποῖο ἐξαρτᾶται ἄν ἡ Καταλωνία καί ἡ χώρα τῶν Βάσκων θά ἐπανακτήσουν τήν αὐτονομία τους.: [609, 463, 1161, 478]
list-item: ΚΥΚΛΟΣ στ' — ΤΟΥΡΙΣΤΙ-ΚΩΝ ΕΠΑΓΓΕΛΜΑΤΩΝ: [884, 1858, 971, 1873]
list-item: ΚΥΚΛΟΣ Ε': ΛΑΡΙΣΑ: [743, 1845, 801, 1851]
filler-p2: Ὁ ἰρανός ἡγέτης ἐπανέλαβε ὅτι ὁ ἐκθρονισθείς μονάρχης πρέπει νά ἐπιστραφεῖ στό Ἰράν γιά νά δικασθεῖ ἀπό ἐπαναστατικό δικαστήριο.: [34, 1586, 216, 1609]
list-item: ΡΟΔΟΥ: Ἀναστασίου, 108, 6. Βασιλείου, 115, 8. Γεωργίου, 122, 7. Δημητρίου, 129, 6. Ἐλευθε-ρίου, 136, 8.: [1025, 1865, 1159, 1887]
sadat-l2: θά συναντηθοῦν: [106, 1043, 302, 1075]
list-item: 16. Σηφάκης, 136, 8. 91, Τσα-γκαράκης, 143, 7. 86, Φραγκιαδά-κης, 150, 6. 79, Χαλκιαδάκης, 157, 8. 94.: [603, 1914, 729, 1937]
divider-below-photos: [32, 499, 1161, 501]
list-item: 16. Βασιλείου Α., 165, 17. Βενιζέλου Κ., 172, 18. Βλάχος Ι., 179, 19. Βουλγαρίδης Π., 186, 20. Γαβριήλ Σ., 193.: [34, 2062, 162, 2084]
sadat-rule: [34, 1125, 374, 1126]
vrule-col-3: [1166, 913, 1168, 1772]
avasimes-rule: [622, 1515, 982, 1517]
list-item: 26. Δασκαλάκης Ι., 235, 27. Δελής Μ., 242, 28. Δημητρίου Α., 249, 29. Διαμαντής Κ., 256, 30. Δουκάκης Π., 263.: [34, 2105, 158, 2127]
sadat-l3: τέλη Νοεμβρίου: [107, 1073, 301, 1105]
taxi-body-2: Μέ τόν τρόπο αὐτό θά ἐπιτευχθεῖ σημαντική οἰκονομία καυσίμων, σέ μιά περίοδο πού ἡ ἐνεργειακή κρίση ἐπιδεινώνεται παγκοσμίως.: [991, 1233, 1152, 1256]
story-den-tha-yparxoun: [225, 1516, 374, 1583]
destaing-rule: [1176, 1029, 1539, 1031]
nosilia-body-3: Ἔτσι, τά νοσήλια γιά μία ἡμέρα νοσηλείας θά κυμαίνονται ἀπό 1.000 δρχ. ἕως 3.000 δρχ. ἀνάλογα μέ τήν κατηγορία τῆς κλινικῆς καί τό εἶδος τῆς περιθάλψεως πού παρέχεται.: [414, 688, 599, 725]
carter-headline: [34, 512, 374, 604]
list-item: 1. Ἀνδρουτσόπουλος, 38, 7. 85, Βασιλόπουλος, 45, 6. 92, Γιαννό-πουλος, 52, 8. 78, Δημόπουλος, 59, 7. 88, Εὐσταθίου, 66, 6. 81.: [462, 1850, 593, 1873]
story-avasimes: [622, 1475, 982, 1568]
katee-column-8: [1025, 1845, 1161, 2355]
ad-heading: ΑΝΑΚΟΙΝΩΣΗ: [1284, 1603, 1431, 1628]
ad-p6: Κατόπιν τῶν ἀνωτέρω καί σέ ἔνδειξη καλῆς θελήσεως, τό Δ.Σ. τοῦ Ἱδρύματος ἀποφάσισε τή συνέχιση τῆς παροχῆς περιθάλψεως, θέλει δέ νά πιστεύει ὅτι στούς ἑπόμενους δύο μῆνες θά δοθεῖ ὁριστική λύση, ὥστε νά ἀντιμετωπισθεῖ τό οἰκονομικό του πρόβλημα, χωρίς νά μή παλεύει συνεχῶς γιά τήν ἐπιβίωσή του.: [1193, 1885, 1522, 1952]
khomeini-body-3: «Ὁ ἀποτυχημένος καί ἄρρωστος αὐτός ἄνθρωπος ἔχει τραυματίσει βαρύτατα τό ἔθνος μας», δήλωσε ὁ Ἀγιατολλάχ Χομεϊνί σέ ὁμιλία του στήν ἱερή πόλη Κούμ.: [41, 1479, 209, 1502]
carter-headline-l1: Κάρτερ: θά δώσω: [92, 511, 317, 543]
katee-intro-3: Ἀκολούθως παραθέτουμε τούς πίνακες τῶν ἐπιτυχόντων κατά σχολή καί εἰδικότητα, ὅπως αὐτοί ἀνακοινώθηκαν ἀπό τό Ὑπουργεῖο Παιδείας.: [34, 1948, 170, 1979]
